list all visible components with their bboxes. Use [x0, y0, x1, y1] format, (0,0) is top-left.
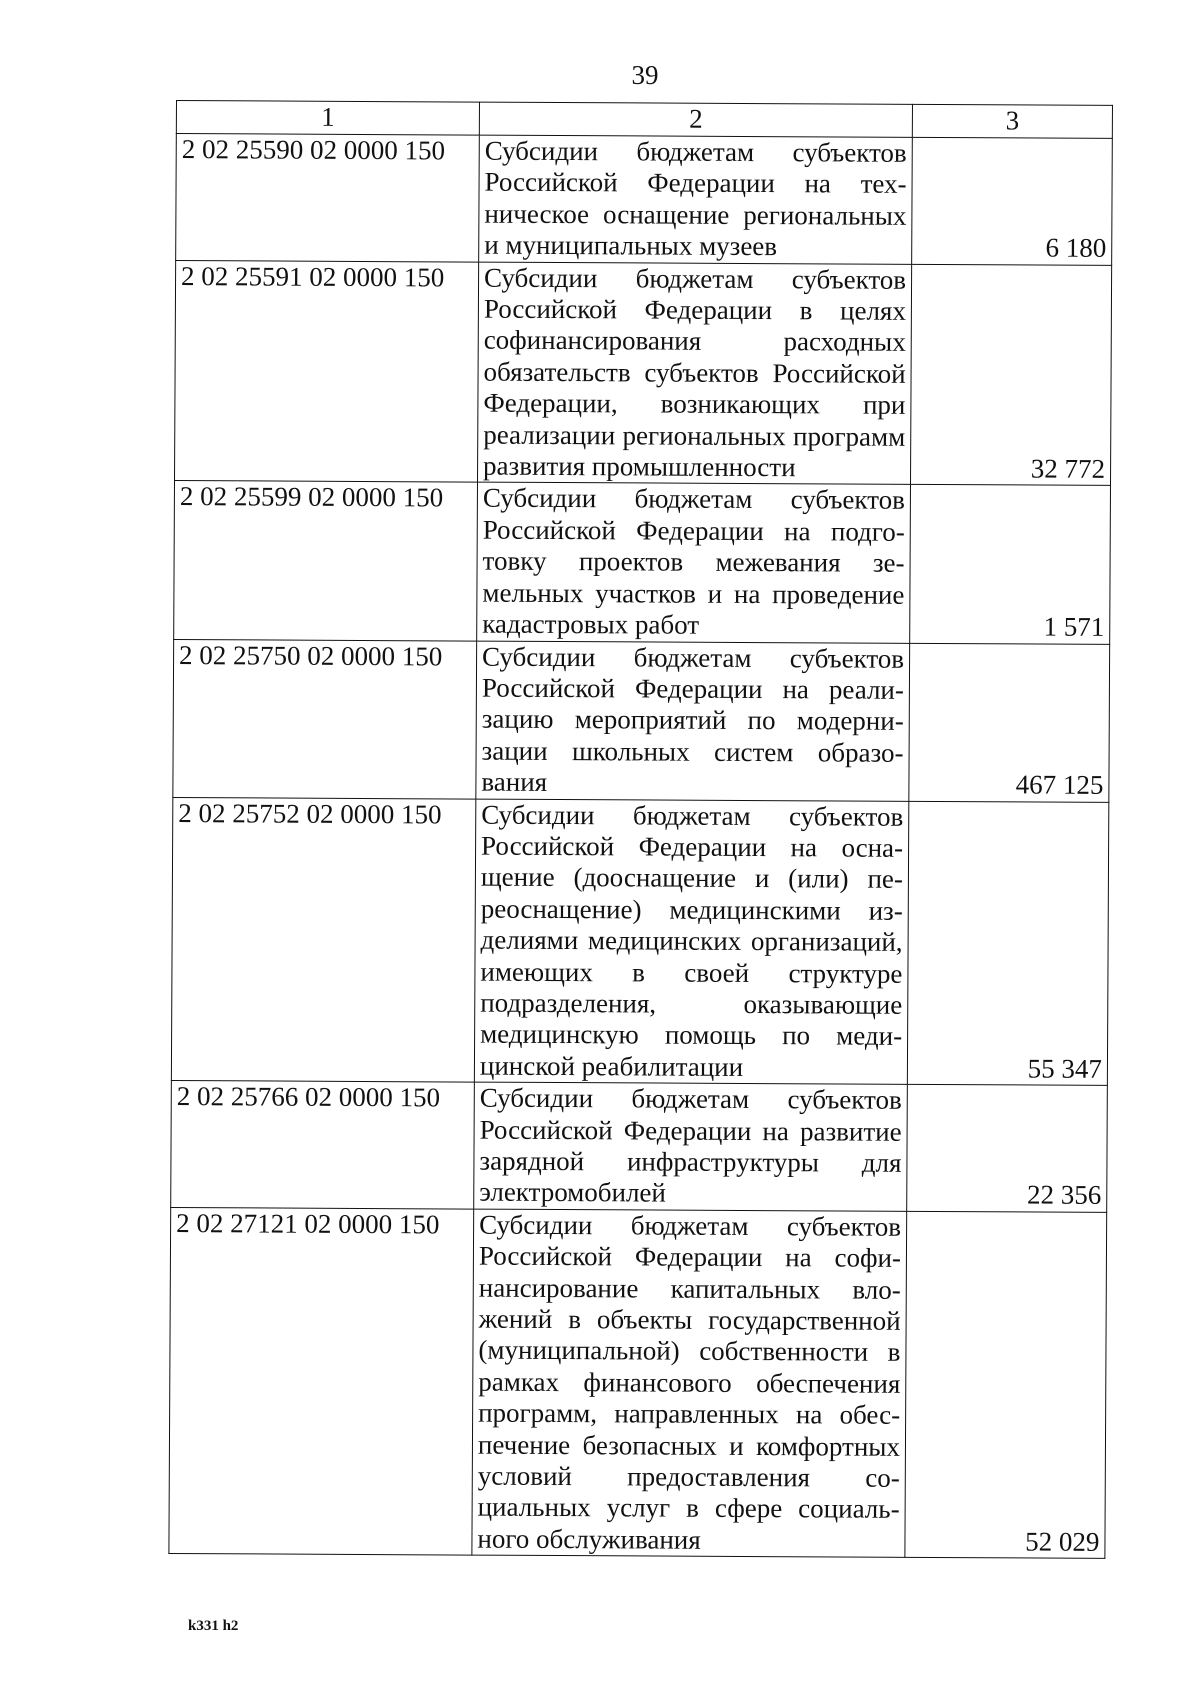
budget-code-cell: 2 02 25766 02 0000 150 — [171, 1081, 475, 1209]
table-header — [176, 101, 1112, 139]
description-cell: Субсидии бюджетам субъектов Российской Федерации на реализацию мероприятий по модернизации школьных систем образования — [476, 641, 910, 801]
table-row — [173, 639, 1110, 802]
amount-cell: 1 571 — [910, 485, 1111, 644]
page-number: 39 — [631, 60, 659, 90]
description-cell: Субсидии бюджетам субъектов Российской Федерации на оснащение (дооснащение и (или) переоснащение) медицинскими изделиями медицинских организаций, имеющих в своей структуре подразделения, оказывающие медицинскую помощь по медицинской реабилитации — [474, 799, 908, 1085]
table-row — [175, 260, 1112, 486]
amount-cell: 6 180 — [912, 137, 1113, 265]
amount-cell: 55 347 — [907, 801, 1108, 1086]
column-header-2: 2 — [479, 102, 912, 137]
budget-code-cell: 2 02 25599 02 0000 150 — [174, 481, 478, 641]
column-header-1: 1 — [176, 101, 479, 136]
table-row — [169, 1207, 1107, 1558]
table-row — [174, 481, 1111, 644]
description-cell: Субсидии бюджетам субъектов Российской Федерации в целях софинансирования расходных обязательств субъектов Российской Федерации, возникающих при реализации региональных программ развития промышленности — [478, 262, 912, 485]
table-row — [171, 1081, 1108, 1213]
amount-cell: 52 029 — [905, 1211, 1107, 1559]
amount-cell: 467 125 — [909, 643, 1110, 802]
budget-code-cell: 2 02 25750 02 0000 150 — [173, 639, 477, 799]
budget-code-cell: 2 02 25752 02 0000 150 — [171, 797, 475, 1082]
amount-cell: 22 356 — [907, 1085, 1108, 1213]
description-cell: Субсидии бюджетам субъектов Российской Федерации на развитие зарядной инфраструктуры для электромобилей — [474, 1082, 908, 1211]
budget-code-cell: 2 02 27121 02 0000 150 — [169, 1207, 474, 1555]
description-cell: Субсидии бюджетам субъектов Российской Федерации на софинансирование капитальных вложений в объекты государственной (муниципальной) собственности в рамках финансового обеспечения программ, направленных на обеспечение безопасных и комфортных условий предоставления социальных услуг в сфере социального обслуживания — [472, 1209, 907, 1558]
description-cell: Субсидии бюджетам субъектов Российской Федерации на техническое оснащение региональных и муниципальных музеев — [479, 135, 913, 264]
table-row — [171, 797, 1108, 1086]
table-body — [169, 134, 1112, 1559]
budget-code-cell: 2 02 25591 02 0000 150 — [175, 260, 479, 482]
header-row — [176, 101, 1112, 139]
budget-table — [168, 100, 1113, 1559]
column-header-3: 3 — [912, 104, 1112, 138]
amount-cell: 32 772 — [910, 264, 1111, 486]
budget-code-cell: 2 02 25590 02 0000 150 — [176, 134, 480, 262]
description-cell: Субсидии бюджетам субъектов Российской Федерации на подготовку проектов межевания земельных участков и на проведение кадастровых работ — [477, 483, 911, 643]
table-row — [176, 134, 1113, 266]
footer-code: k331 h2 — [188, 1618, 239, 1634]
